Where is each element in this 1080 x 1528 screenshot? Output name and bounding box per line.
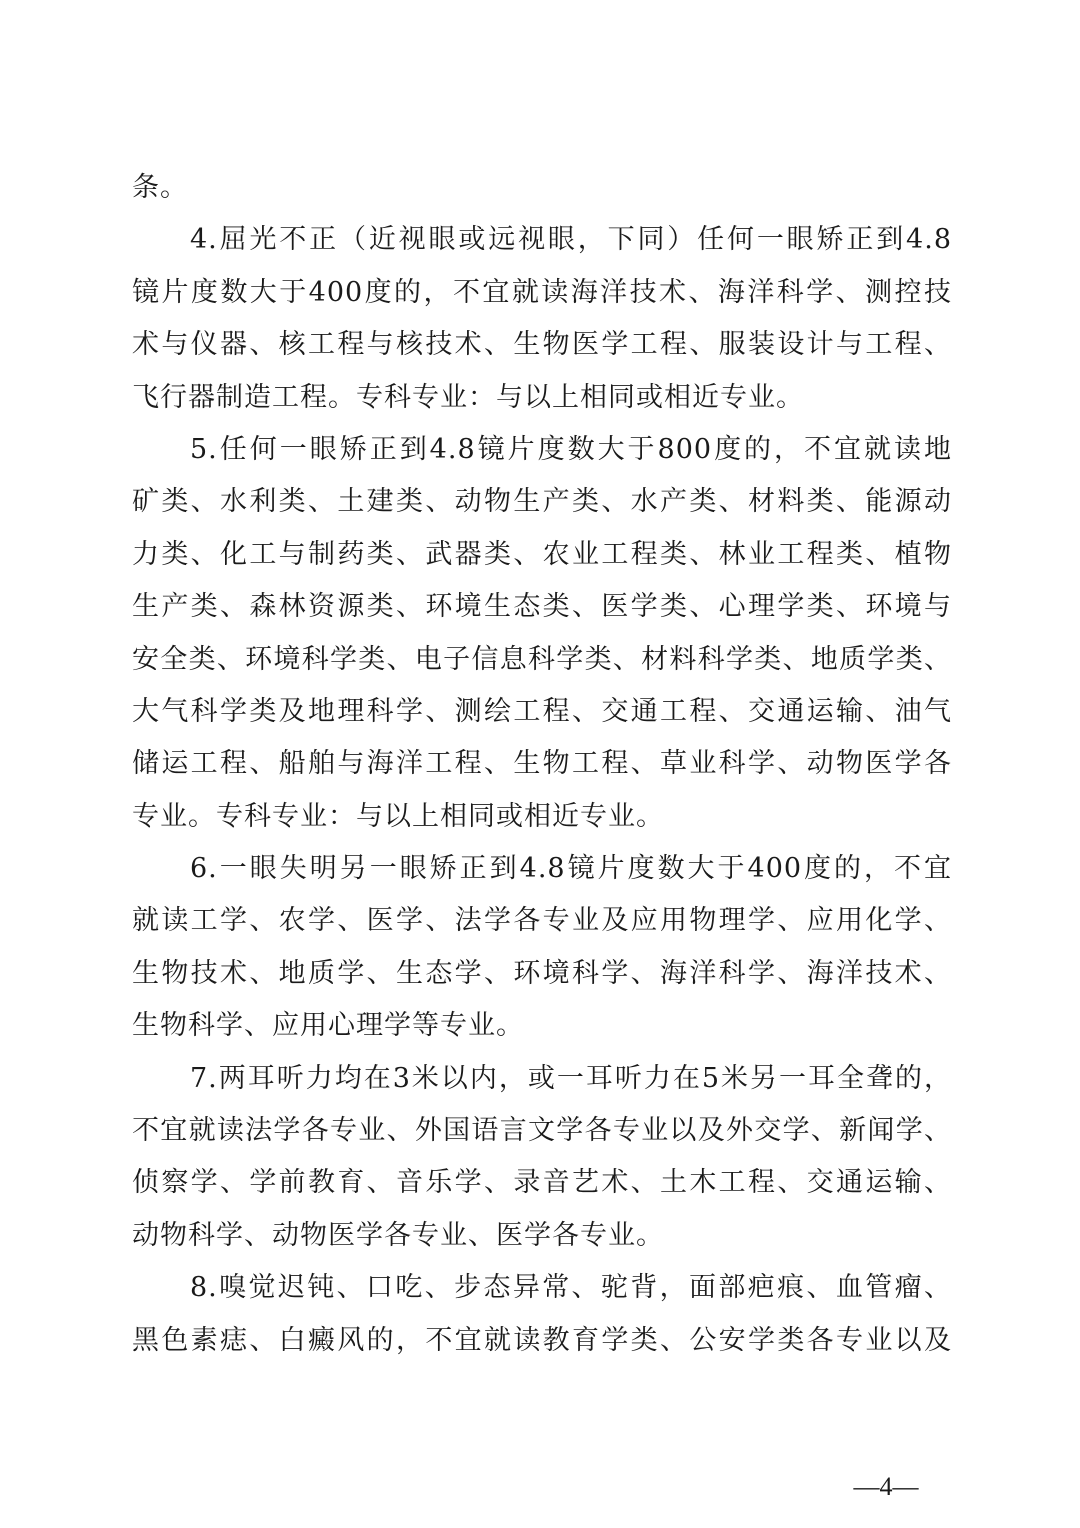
- text-line-item-6-start: 6.一眼失明另一眼矫正到4.8镜片度数大于400度的，不宜: [190, 853, 952, 885]
- body-text: [132, 162, 952, 1367]
- text-line-item-8-start: 8.嗅觉迟钝、口吃、步态异常、驼背，面部疤痕、血管瘤、: [190, 1272, 952, 1304]
- text-line: 飞行器制造工程。专科专业：与以上相同或相近专业。: [132, 381, 804, 413]
- text-line-item-7-start: 7.两耳听力均在3米以内，或一耳听力在5米另一耳全聋的，: [190, 1062, 952, 1094]
- text-line: 生物科学、应用心理学等专业。: [132, 1010, 524, 1042]
- text-line: 力类、化工与制药类、武器类、农业工程类、林业工程类、植物: [132, 538, 952, 570]
- text-line: 就读工学、农学、医学、法学各专业及应用物理学、应用化学、: [132, 905, 952, 937]
- text-line: 生物技术、地质学、生态学、环境科学、海洋科学、海洋技术、: [132, 957, 952, 989]
- text-line: 条。: [132, 172, 188, 203]
- text-line: 矿类、水利类、土建类、动物生产类、水产类、材料类、能源动: [132, 486, 952, 518]
- text-line: 生产类、森林资源类、环境生态类、医学类、心理学类、环境与: [132, 591, 952, 623]
- text-line: 黑色素痣、白癜风的，不宜就读教育学类、公安学类各专业以及: [132, 1324, 952, 1356]
- text-line: 动物科学、动物医学各专业、医学各专业。: [132, 1219, 664, 1251]
- text-line: 储运工程、船舶与海洋工程、生物工程、草业科学、动物医学各: [132, 748, 952, 780]
- text-line-item-5-start: 5.任何一眼矫正到4.8镜片度数大于800度的，不宜就读地: [190, 433, 952, 465]
- text-line-item-4-start: 4.屈光不正（近视眼或远视眼，下同）任何一眼矫正到4.8: [190, 224, 952, 256]
- text-line: 镜片度数大于400度的，不宜就读海洋技术、海洋科学、测控技: [132, 276, 952, 308]
- text-line: 专业。专科专业：与以上相同或相近专业。: [132, 800, 664, 832]
- page-number: —4—: [853, 1472, 919, 1501]
- text-line: 不宜就读法学各专业、外国语言文学各专业以及外交学、新闻学、: [132, 1115, 952, 1147]
- text-line: 术与仪器、核工程与核技术、生物医学工程、服装设计与工程、: [132, 329, 952, 361]
- text-line: 安全类、环境科学类、电子信息科学类、材料科学类、地质学类、: [132, 643, 952, 675]
- text-line: 侦察学、学前教育、音乐学、录音艺术、土木工程、交通运输、: [132, 1167, 952, 1199]
- text-line: 大气科学类及地理科学、测绘工程、交通工程、交通运输、油气: [132, 695, 952, 727]
